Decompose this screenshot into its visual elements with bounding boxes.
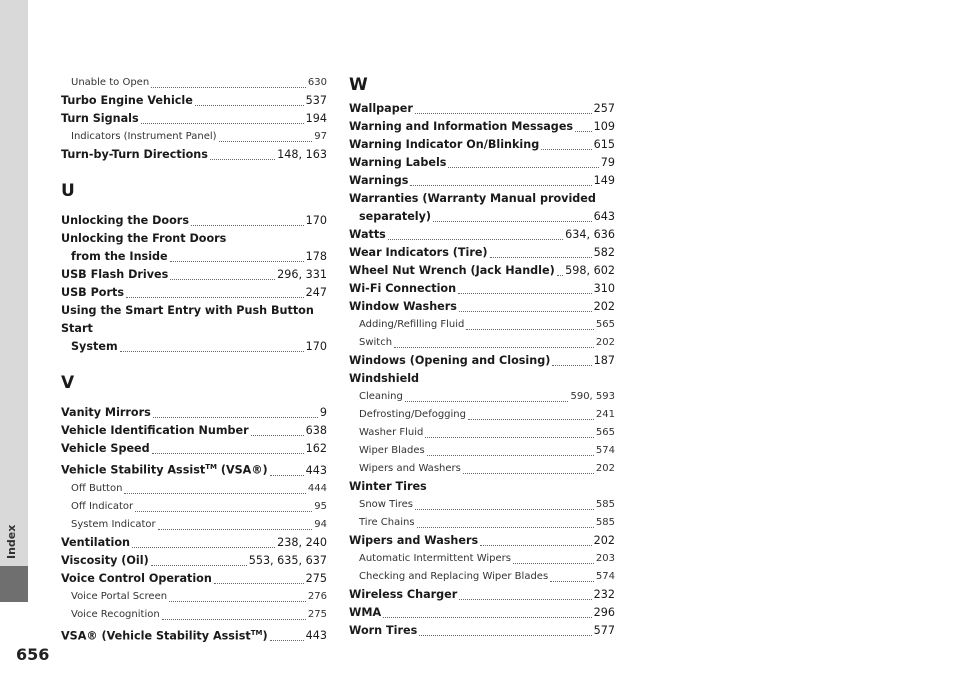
page-reference[interactable]: 97	[314, 131, 327, 142]
page-reference[interactable]: 598, 602	[565, 264, 615, 277]
entry-label	[359, 550, 511, 568]
index-subentry[interactable]	[61, 498, 327, 516]
index-subentry[interactable]	[349, 568, 615, 586]
page-reference[interactable]: 238, 240	[277, 535, 327, 549]
index-subentry[interactable]	[61, 516, 327, 534]
page-reference[interactable]: 585	[595, 499, 615, 510]
entry-label-text: Checking and Replacing Wiper Blades	[359, 571, 549, 582]
entry-label	[61, 92, 193, 110]
entry-label-text: from the Inside	[71, 250, 168, 263]
page-reference[interactable]: 202	[593, 534, 615, 547]
dot-leader	[541, 149, 591, 150]
entry-label	[71, 248, 168, 266]
index-entry[interactable]	[61, 284, 327, 302]
page-reference[interactable]: 202	[595, 463, 615, 474]
side-tab-label: Index	[5, 524, 18, 559]
index-entry[interactable]	[349, 136, 615, 154]
page-reference[interactable]: 296, 331	[277, 268, 327, 281]
entry-label-text: System	[71, 340, 118, 353]
page-reference[interactable]: 187	[593, 354, 615, 367]
dot-leader	[466, 329, 594, 330]
entry-label	[349, 532, 478, 550]
page-reference[interactable]: 577	[593, 624, 615, 637]
index-entry[interactable]	[61, 458, 327, 480]
entry-label-text: Defrosting/Defogging	[359, 409, 466, 420]
entry-label	[71, 338, 118, 356]
dot-leader	[459, 311, 592, 312]
page-reference[interactable]: 148, 163	[277, 148, 327, 161]
entry-label-text: Voice Portal Screen	[71, 590, 168, 602]
index-entry[interactable]	[61, 248, 327, 266]
entry-label-text: Voice Recognition	[71, 608, 160, 620]
entry-label	[349, 100, 413, 118]
dot-leader	[383, 617, 592, 618]
index-subentry[interactable]	[349, 514, 615, 532]
page-reference[interactable]: 79	[600, 156, 615, 169]
index-entry[interactable]	[349, 154, 615, 172]
index-column-right	[349, 74, 615, 640]
page-reference[interactable]: 95	[314, 500, 327, 512]
index-entry[interactable]	[349, 244, 615, 262]
entry-label-text: Switch	[359, 337, 393, 348]
entry-label	[61, 404, 151, 422]
page-reference[interactable]: 149	[593, 174, 615, 187]
entry-label-text: Wiper Blades	[359, 445, 425, 456]
index-heading: Using the Smart Entry with Push Button Start	[61, 304, 314, 335]
dot-leader	[394, 347, 594, 348]
entry-label	[349, 352, 550, 370]
entry-label	[61, 534, 130, 552]
entry-label-text: Indicators (Instrument Panel)	[71, 131, 217, 142]
entry-label	[359, 388, 403, 406]
dot-leader	[405, 401, 569, 402]
page-reference[interactable]: 257	[593, 102, 615, 115]
index-subentry[interactable]	[61, 480, 327, 498]
index-heading: Winter Tires	[349, 480, 427, 493]
entry-label	[71, 498, 133, 516]
index-heading: Unlocking the Front Doors	[61, 232, 227, 245]
entry-label-text: Tire Chains	[359, 517, 415, 528]
dot-leader	[513, 563, 594, 564]
entry-label	[349, 586, 457, 604]
page-reference[interactable]: 574	[595, 445, 615, 456]
entry-label-text: Warning Indicator On/Blinking	[349, 138, 540, 151]
entry-label-text: Vanity Mirrors	[61, 406, 151, 419]
page-reference[interactable]: 241	[595, 409, 615, 420]
index-subentry[interactable]	[61, 128, 327, 146]
entry-label	[61, 266, 168, 284]
entry-label-text: Viscosity (Oil)	[61, 553, 149, 567]
page-reference[interactable]: 574	[595, 571, 615, 582]
page-reference[interactable]: 170	[305, 340, 327, 353]
entry-label	[349, 280, 456, 298]
dot-leader	[219, 141, 313, 142]
entry-label-text: VSA® (Vehicle Stability Assist	[61, 629, 251, 643]
index-entry[interactable]	[61, 624, 327, 646]
index-entry[interactable]	[349, 100, 615, 118]
entry-label-text: Turn-by-Turn Directions	[61, 148, 208, 161]
index-heading: Warranties (Warranty Manual provided	[349, 192, 596, 205]
entry-label	[359, 316, 464, 334]
index-entry[interactable]	[61, 404, 327, 422]
page-reference[interactable]: 162	[305, 442, 327, 455]
dot-leader	[170, 261, 304, 262]
page-reference[interactable]: 638	[305, 424, 327, 437]
dot-leader	[191, 225, 304, 226]
trademark-mark: TM	[205, 463, 217, 471]
page-reference[interactable]: 275	[305, 571, 327, 585]
dot-leader	[151, 565, 247, 566]
index-entry[interactable]	[61, 440, 327, 458]
page-reference[interactable]: 615	[593, 138, 615, 151]
entry-label-text: Adding/Refilling Fluid	[359, 319, 465, 330]
page-reference[interactable]: 590, 593	[570, 391, 615, 402]
page-reference[interactable]: 232	[593, 588, 615, 601]
entry-label	[349, 622, 417, 640]
dot-leader	[550, 581, 594, 582]
entry-label	[359, 208, 431, 226]
index-subentry[interactable]	[349, 316, 615, 334]
entry-label	[349, 244, 488, 262]
entry-label-text: Unlocking the Doors	[61, 214, 189, 227]
page-reference[interactable]: 443	[305, 629, 327, 643]
entry-label-text: Off Button	[71, 482, 123, 494]
dot-leader	[425, 437, 594, 438]
page-reference[interactable]: 202	[593, 300, 615, 313]
index-entry[interactable]	[349, 208, 615, 226]
page-number: 656	[16, 645, 50, 664]
entry-label-text: Cleaning	[359, 391, 403, 402]
dot-leader	[552, 365, 591, 366]
index-subentry[interactable]	[349, 496, 615, 514]
entry-label-text: Wallpaper	[349, 102, 413, 115]
entry-label	[359, 424, 423, 442]
dot-leader	[427, 455, 594, 456]
dot-leader	[557, 275, 563, 276]
page-reference[interactable]: 276	[307, 590, 327, 602]
index-subentry[interactable]	[349, 550, 615, 568]
index-entry[interactable]	[349, 172, 615, 190]
index-side-tab	[0, 0, 28, 602]
index-entry[interactable]	[349, 226, 615, 244]
entry-label-text: separately)	[359, 210, 432, 223]
dot-leader	[270, 640, 304, 641]
page-reference[interactable]: 585	[595, 517, 615, 528]
index-entry[interactable]	[349, 352, 615, 370]
dot-leader	[169, 601, 306, 602]
index-entry[interactable]	[349, 586, 615, 604]
dot-leader	[210, 159, 275, 160]
entry-label	[61, 624, 268, 646]
entry-label	[71, 606, 160, 624]
entry-label-text: Voice Control Operation	[61, 571, 212, 585]
index-subentry[interactable]	[61, 74, 327, 92]
entry-label-text: Automatic Intermittent Wipers	[359, 553, 511, 564]
entry-label	[61, 110, 139, 128]
entry-label	[71, 588, 167, 606]
entry-label-text: Warning Labels	[349, 156, 447, 169]
index-subentry[interactable]	[61, 588, 327, 606]
dot-leader	[126, 297, 304, 298]
page-reference[interactable]: 109	[593, 120, 615, 133]
entry-label-text: Snow Tires	[359, 499, 413, 510]
dot-leader	[214, 583, 304, 584]
entry-label	[61, 146, 208, 164]
index-subentry[interactable]	[349, 460, 615, 478]
dot-leader	[135, 511, 312, 512]
dot-leader	[251, 435, 304, 436]
entry-label	[61, 440, 150, 458]
entry-label	[71, 74, 149, 92]
entry-label	[349, 604, 381, 622]
entry-label-text: Unable to Open	[71, 77, 150, 88]
entry-label-text: Wear Indicators (Tire)	[349, 246, 488, 259]
index-entry[interactable]	[61, 92, 327, 110]
entry-label	[61, 570, 212, 588]
entry-label-text: Turn Signals	[61, 112, 139, 125]
index-entry[interactable]	[349, 622, 615, 640]
entry-label	[359, 460, 461, 478]
page-reference[interactable]: 178	[305, 250, 327, 263]
entry-label	[359, 334, 392, 352]
dot-leader	[419, 635, 591, 636]
entry-label	[61, 458, 268, 480]
page-reference[interactable]: 444	[307, 482, 327, 494]
index-heading: Windshield	[349, 372, 420, 385]
entry-label	[61, 284, 124, 302]
page-reference[interactable]: 443	[305, 463, 327, 477]
dot-leader	[458, 293, 592, 294]
entry-label	[349, 118, 573, 136]
dot-leader	[270, 475, 304, 476]
page-reference[interactable]: 565	[595, 427, 615, 438]
dot-leader	[151, 87, 306, 88]
dot-leader	[463, 473, 594, 474]
entry-label	[349, 262, 555, 280]
page-reference[interactable]: 582	[593, 246, 615, 259]
entry-label-text: USB Flash Drives	[61, 268, 169, 281]
entry-label	[359, 496, 413, 514]
page-reference[interactable]: 275	[307, 608, 327, 620]
dot-leader	[575, 131, 592, 132]
dot-leader	[120, 351, 304, 352]
entry-label-text: Vehicle Identification Number	[61, 424, 249, 437]
index-subentry[interactable]	[349, 442, 615, 460]
entry-label-text: Warning and Information Messages	[349, 120, 574, 133]
entry-label	[359, 514, 415, 532]
page-reference[interactable]: 565	[595, 319, 615, 330]
index-entry[interactable]	[349, 118, 615, 136]
dot-leader	[388, 239, 563, 240]
entry-label	[71, 480, 122, 498]
index-entry[interactable]	[349, 604, 615, 622]
section-letter: V	[61, 373, 75, 393]
dot-leader	[124, 493, 305, 494]
entry-label-suffix: )	[262, 629, 268, 643]
entry-label-text: Wireless Charger	[349, 588, 458, 601]
entry-label	[349, 154, 446, 172]
index-subentry[interactable]	[349, 334, 615, 352]
index-entry[interactable]	[349, 262, 615, 280]
index-entry[interactable]	[349, 532, 615, 550]
entry-label	[349, 136, 539, 154]
dot-leader	[490, 257, 592, 258]
entry-label	[61, 422, 249, 440]
index-entry[interactable]	[61, 146, 327, 164]
entry-label-text: Off Indicator	[71, 500, 134, 512]
entry-label-text: Wipers and Washers	[349, 534, 479, 547]
page-reference[interactable]: 310	[593, 282, 615, 295]
entry-label	[71, 128, 217, 146]
dot-leader	[141, 123, 304, 124]
dot-leader	[468, 419, 594, 420]
index-subentry[interactable]	[349, 424, 615, 442]
page-reference[interactable]: 630	[307, 77, 327, 88]
page-reference[interactable]: 634, 636	[565, 228, 615, 241]
entry-label-suffix: (VSA®)	[216, 463, 268, 477]
entry-label	[359, 406, 466, 424]
index-entry[interactable]	[61, 552, 327, 570]
section-letter: W	[349, 75, 368, 95]
dot-leader	[415, 113, 592, 114]
dot-leader	[480, 545, 592, 546]
entry-label	[359, 568, 548, 586]
section-letter: U	[61, 181, 75, 201]
entry-label-text: Turbo Engine Vehicle	[61, 94, 193, 107]
page-reference[interactable]: 247	[305, 286, 327, 299]
page-reference[interactable]: 296	[593, 606, 615, 619]
page-reference[interactable]: 643	[593, 210, 615, 223]
index-entry[interactable]	[61, 422, 327, 440]
entry-label-text: USB Ports	[61, 286, 124, 299]
page-reference[interactable]: 94	[314, 518, 327, 530]
index-subentry[interactable]	[349, 388, 615, 406]
index-subentry[interactable]	[61, 606, 327, 624]
entry-label	[359, 442, 425, 460]
entry-label-text: Worn Tires	[349, 624, 418, 637]
side-tab-marker	[0, 566, 28, 602]
page-reference[interactable]: 170	[305, 214, 327, 227]
page-reference[interactable]: 202	[595, 337, 615, 348]
dot-leader	[417, 527, 594, 528]
page-reference[interactable]: 9	[319, 406, 327, 419]
entry-label-text: Wheel Nut Wrench (Jack Handle)	[349, 264, 555, 277]
index-entry[interactable]	[349, 280, 615, 298]
entry-label-text: Wi-Fi Connection	[349, 282, 457, 295]
entry-label-text: Ventilation	[61, 535, 130, 549]
dot-leader	[195, 105, 304, 106]
dot-leader	[415, 509, 594, 510]
entry-label-text: Vehicle Stability Assist	[61, 463, 206, 477]
entry-label-text: Wipers and Washers	[359, 463, 461, 474]
dot-leader	[448, 167, 598, 168]
entry-label	[349, 226, 386, 244]
dot-leader	[132, 547, 275, 548]
index-entry[interactable]	[61, 338, 327, 356]
page-reference[interactable]: 194	[305, 112, 327, 125]
index-entry[interactable]	[61, 212, 327, 230]
page-reference[interactable]: 537	[305, 94, 327, 107]
dot-leader	[162, 619, 306, 620]
entry-label	[71, 516, 156, 534]
trademark-mark: TM	[250, 628, 263, 637]
dot-leader	[153, 417, 318, 418]
entry-label	[349, 172, 408, 190]
entry-label	[61, 212, 189, 230]
dot-leader	[459, 599, 591, 600]
entry-label-text: Windows (Opening and Closing)	[349, 354, 551, 367]
index-column-left	[61, 74, 327, 645]
dot-leader	[152, 453, 304, 454]
index-entry[interactable]	[61, 110, 327, 128]
entry-label-text: Warnings	[349, 174, 409, 187]
entry-label	[349, 298, 457, 316]
index-entry[interactable]	[61, 534, 327, 552]
dot-leader	[170, 279, 275, 280]
entry-label-text: Window Washers	[349, 300, 457, 313]
entry-label-text: Washer Fluid	[359, 427, 424, 438]
entry-label-text: Vehicle Speed	[61, 442, 150, 455]
entry-label	[61, 552, 149, 570]
dot-leader	[158, 529, 313, 530]
entry-label-text: WMA	[349, 606, 382, 619]
page-reference[interactable]: 203	[595, 553, 615, 564]
dot-leader	[410, 185, 591, 186]
index-entry[interactable]	[61, 570, 327, 588]
entry-label-text: Watts	[349, 228, 386, 241]
index-entry[interactable]	[61, 266, 327, 284]
index-entry[interactable]	[349, 298, 615, 316]
page-reference[interactable]: 553, 635, 637	[248, 553, 327, 567]
dot-leader	[433, 221, 592, 222]
entry-label-text: System Indicator	[71, 518, 156, 530]
index-subentry[interactable]	[349, 406, 615, 424]
